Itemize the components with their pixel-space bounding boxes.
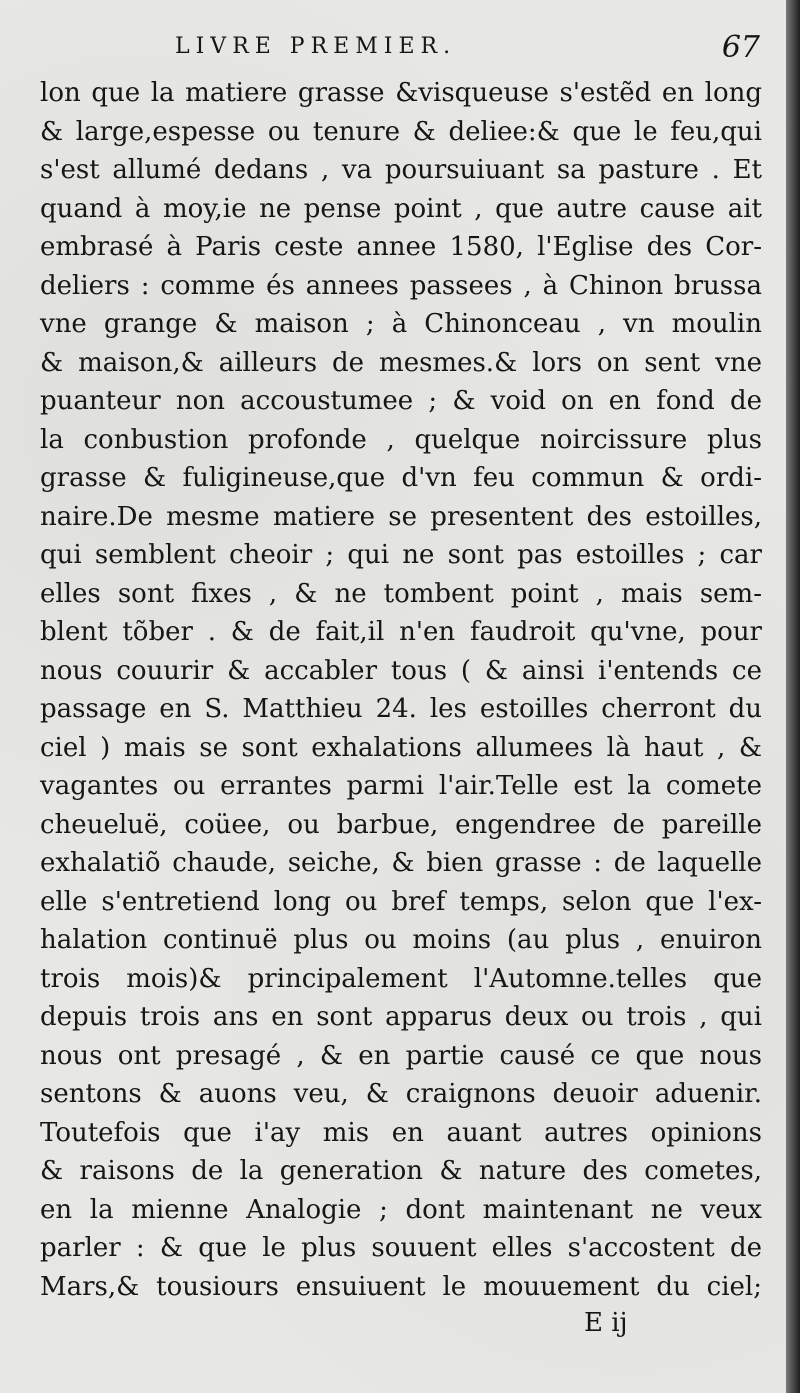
text-line: Mars,& tousiours ensuiuent le mouuement du ciel; [40, 1271, 762, 1302]
text-line: & large,espesse ou tenure & deliee:& que le feu,qui [40, 116, 762, 147]
running-head: LIVRE PREMIER. [175, 34, 457, 59]
text-line: cheueluë, coüee, ou barbue, engendree de pareille [40, 809, 762, 840]
text-line: depuis trois ans en sont apparus deux ou trois , qui [40, 1002, 762, 1032]
text-line: elles sont fixes , & ne tombent point , mais sem- [40, 578, 762, 609]
page-number: 67 [721, 30, 760, 65]
body-text [40, 74, 762, 1306]
text-line: ciel ) mais se sont exhalations allumees là haut , & [40, 732, 762, 763]
text-line: elle s'entretiend long ou bref temps, selon que l'ex- [40, 886, 762, 917]
text-line: la conbustion profonde , quelque noircissure plus [40, 424, 762, 455]
text-line: quand à moy,ie ne pense point , que autre cause ait [40, 193, 762, 224]
text-line: parler : & que le plus souuent elles s'accostent de [40, 1233, 762, 1263]
text-line: naire.De mesme matiere se presentent des estoilles, [40, 501, 762, 532]
text-line: qui semblent cheoir ; qui ne sont pas estoilles ; car [40, 540, 762, 570]
page-header [40, 30, 760, 74]
text-line: grasse & fuligineuse,que d'vn feu commun & ordi- [40, 463, 762, 493]
text-line: halation continuë plus ou moins (au plus , enuiron [40, 925, 762, 955]
text-line: nous ont presagé , & en partie causé ce que nous [40, 1040, 762, 1071]
text-line: Toutefois que i'ay mis en auant autres opinions [40, 1117, 762, 1148]
text-line: nous couurir & accabler tous ( & ainsi i'entends ce [40, 655, 762, 686]
text-line: s'est allumé dedans , va poursuiuant sa pasture . Et [40, 155, 762, 185]
text-line: passage en S. Matthieu 24. les estoilles cherront du [40, 694, 762, 724]
text-line: blent tõber . & de fait,il n'en faudroit qu'vne, pour [40, 617, 762, 647]
page-edge-shadow [786, 0, 800, 1393]
text-line: vne grange & maison ; à Chinonceau , vn moulin [40, 309, 762, 339]
text-line: embrasé à Paris ceste annee 1580, l'Eglise des Cor- [40, 232, 762, 262]
text-line: exhalatiõ chaude, seiche, & bien grasse : de laquelle [40, 848, 762, 878]
text-line: & maison,& ailleurs de mesmes.& lors on sent vne [40, 347, 762, 378]
text-line: & raisons de la generation & nature des cometes, [40, 1156, 762, 1186]
text-line: vagantes ou errantes parmi l'air.Telle est la comete [40, 771, 762, 801]
text-line: sentons & auons veu, & craignons deuoir aduenir. [40, 1079, 762, 1109]
text-line: en la mienne Analogie ; dont maintenant ne veux [40, 1194, 762, 1225]
text-line: lon que la matiere grasse &visqueuse s'estẽd en long [40, 78, 762, 108]
signature-mark: E ij [584, 1308, 628, 1338]
text-line: deliers : comme és annees passees , à Chinon brussa [40, 270, 762, 301]
text-line: puanteur non accoustumee ; & void on en fond de [40, 386, 762, 416]
text-line: trois mois)& principalement l'Automne.telles que [40, 963, 762, 994]
